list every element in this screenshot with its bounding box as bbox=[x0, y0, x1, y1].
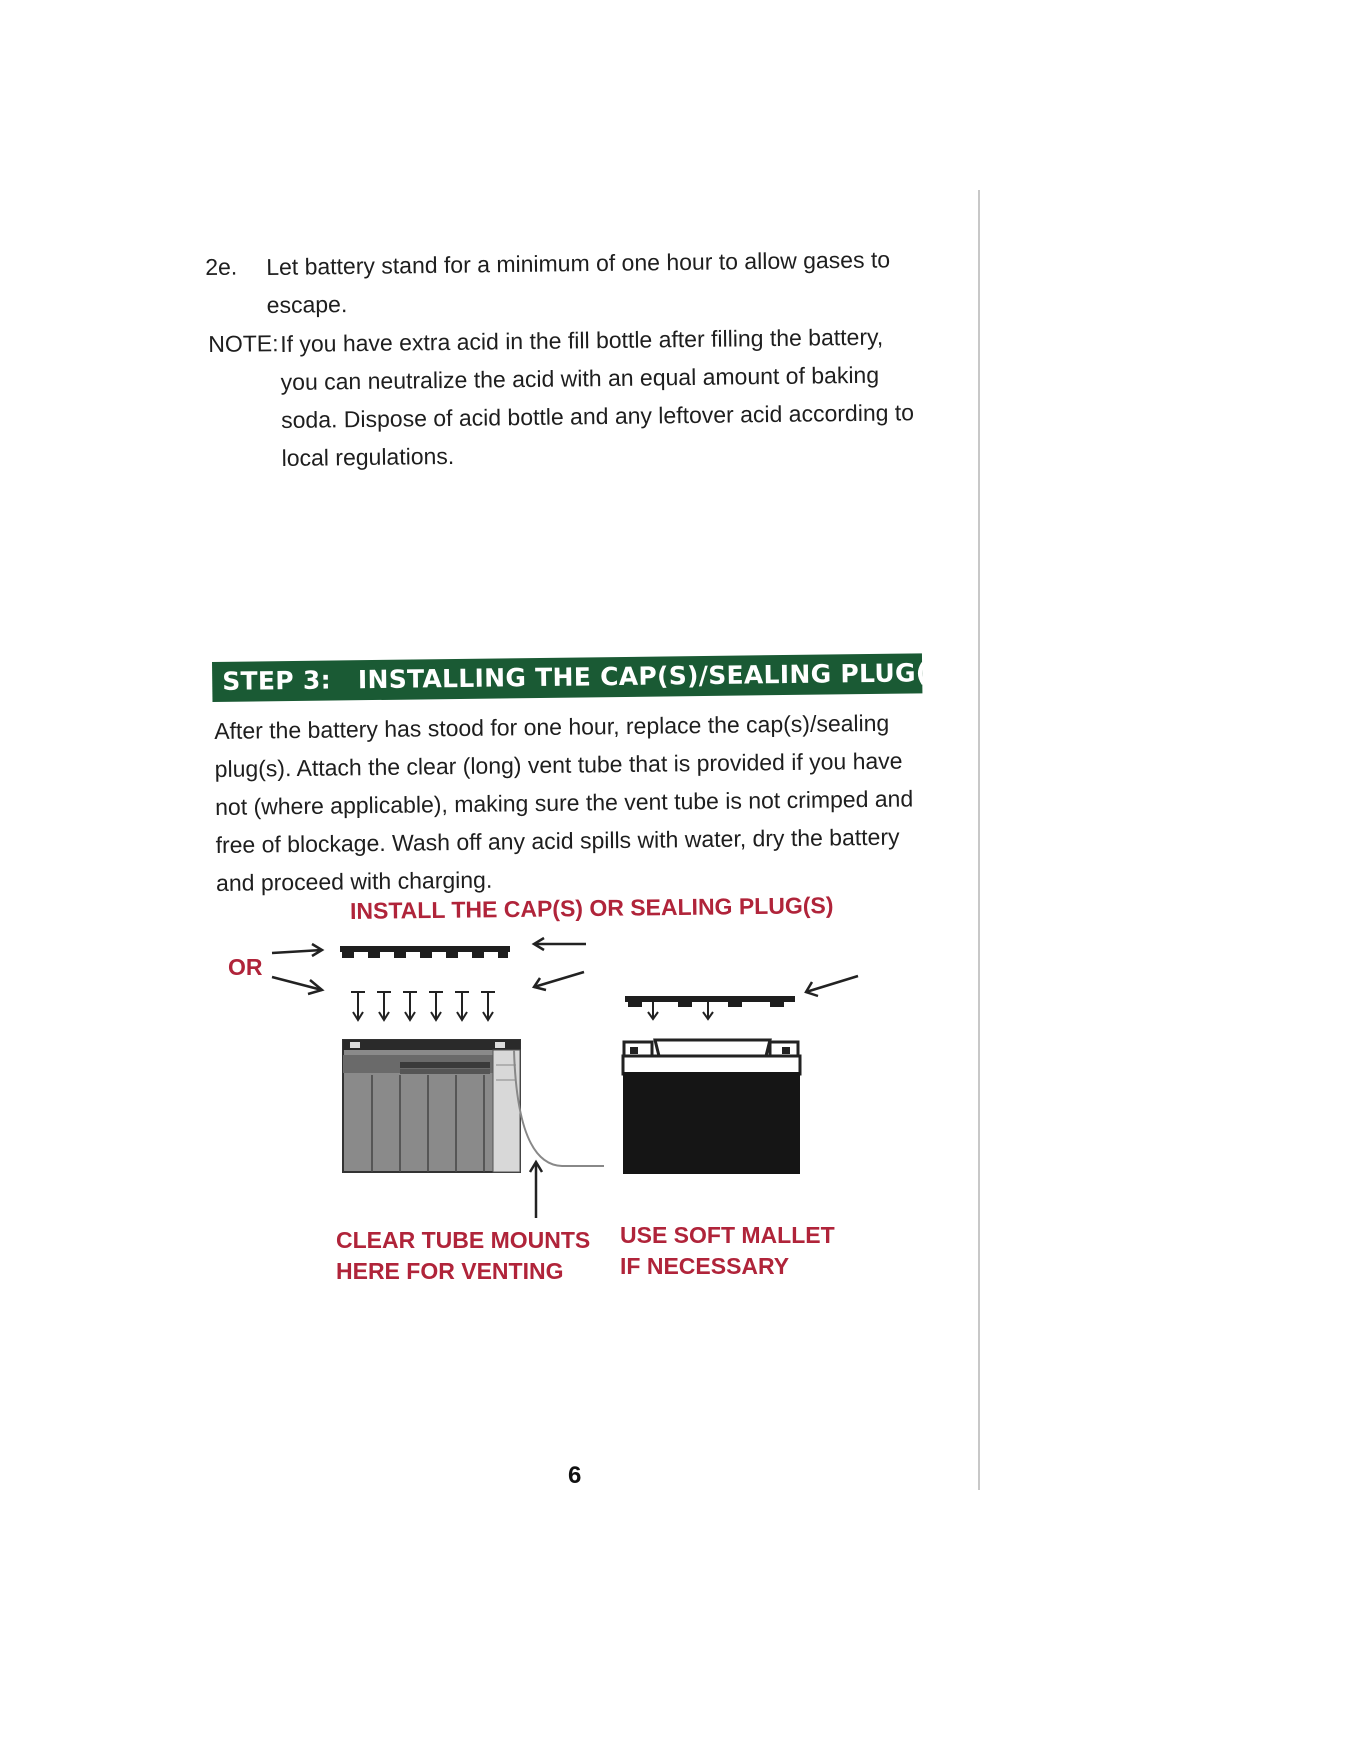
caption-right-line-1: USE SOFT MALLET bbox=[620, 1222, 835, 1248]
translucent-battery bbox=[343, 1040, 520, 1172]
step-2e-label: 2e. bbox=[205, 253, 238, 280]
cap-arrows bbox=[534, 938, 586, 990]
caption-right-line-2: IF NECESSARY bbox=[620, 1253, 790, 1279]
step3-title: INSTALLING THE CAP(S)/SEALING PLUG(S) bbox=[357, 657, 958, 695]
or-arrows bbox=[272, 944, 322, 994]
sealed-battery bbox=[623, 1040, 800, 1174]
page-number: 6 bbox=[568, 1462, 582, 1489]
step3-text: After the battery has stood for one hour, replace the cap(s)/sealing plug(s). Attach the clear (long) vent tube that is provided if you have not (where applicable), making sure the vent tube is not crimped and free of blockage. Wash off any acid spills with water, dry the battery and proceed with charging. bbox=[214, 709, 914, 896]
step3-prefix: STEP 3: bbox=[222, 665, 332, 696]
sealing-plugs bbox=[351, 992, 495, 1020]
diagram-or-label: OR bbox=[228, 954, 263, 980]
caption-soft-mallet bbox=[620, 1220, 835, 1282]
right-cap-strip bbox=[625, 996, 795, 1019]
vent-tube bbox=[514, 1050, 604, 1166]
note-label: NOTE: bbox=[208, 330, 279, 357]
right-cap-arrow bbox=[806, 976, 858, 996]
caption-left-line-2: HERE FOR VENTING bbox=[336, 1258, 564, 1284]
caption-left-line-1: CLEAR TUBE MOUNTS bbox=[336, 1227, 591, 1253]
caption-vent-tube bbox=[336, 1225, 590, 1287]
diagram-title: INSTALL THE CAP(S) OR SEALING PLUG(S) bbox=[349, 892, 834, 924]
cap-strip bbox=[340, 946, 510, 958]
step-2e-text: Let battery stand for a minimum of one hour to allow gases to escape. bbox=[266, 246, 891, 318]
vent-arrow bbox=[530, 1162, 542, 1218]
note-text: If you have extra acid in the fill bottle after filling the battery, you can neutralize the acid with an equal amount of baking soda. Dispose of acid bottle and any leftover acid according to local regulations. bbox=[280, 323, 915, 471]
